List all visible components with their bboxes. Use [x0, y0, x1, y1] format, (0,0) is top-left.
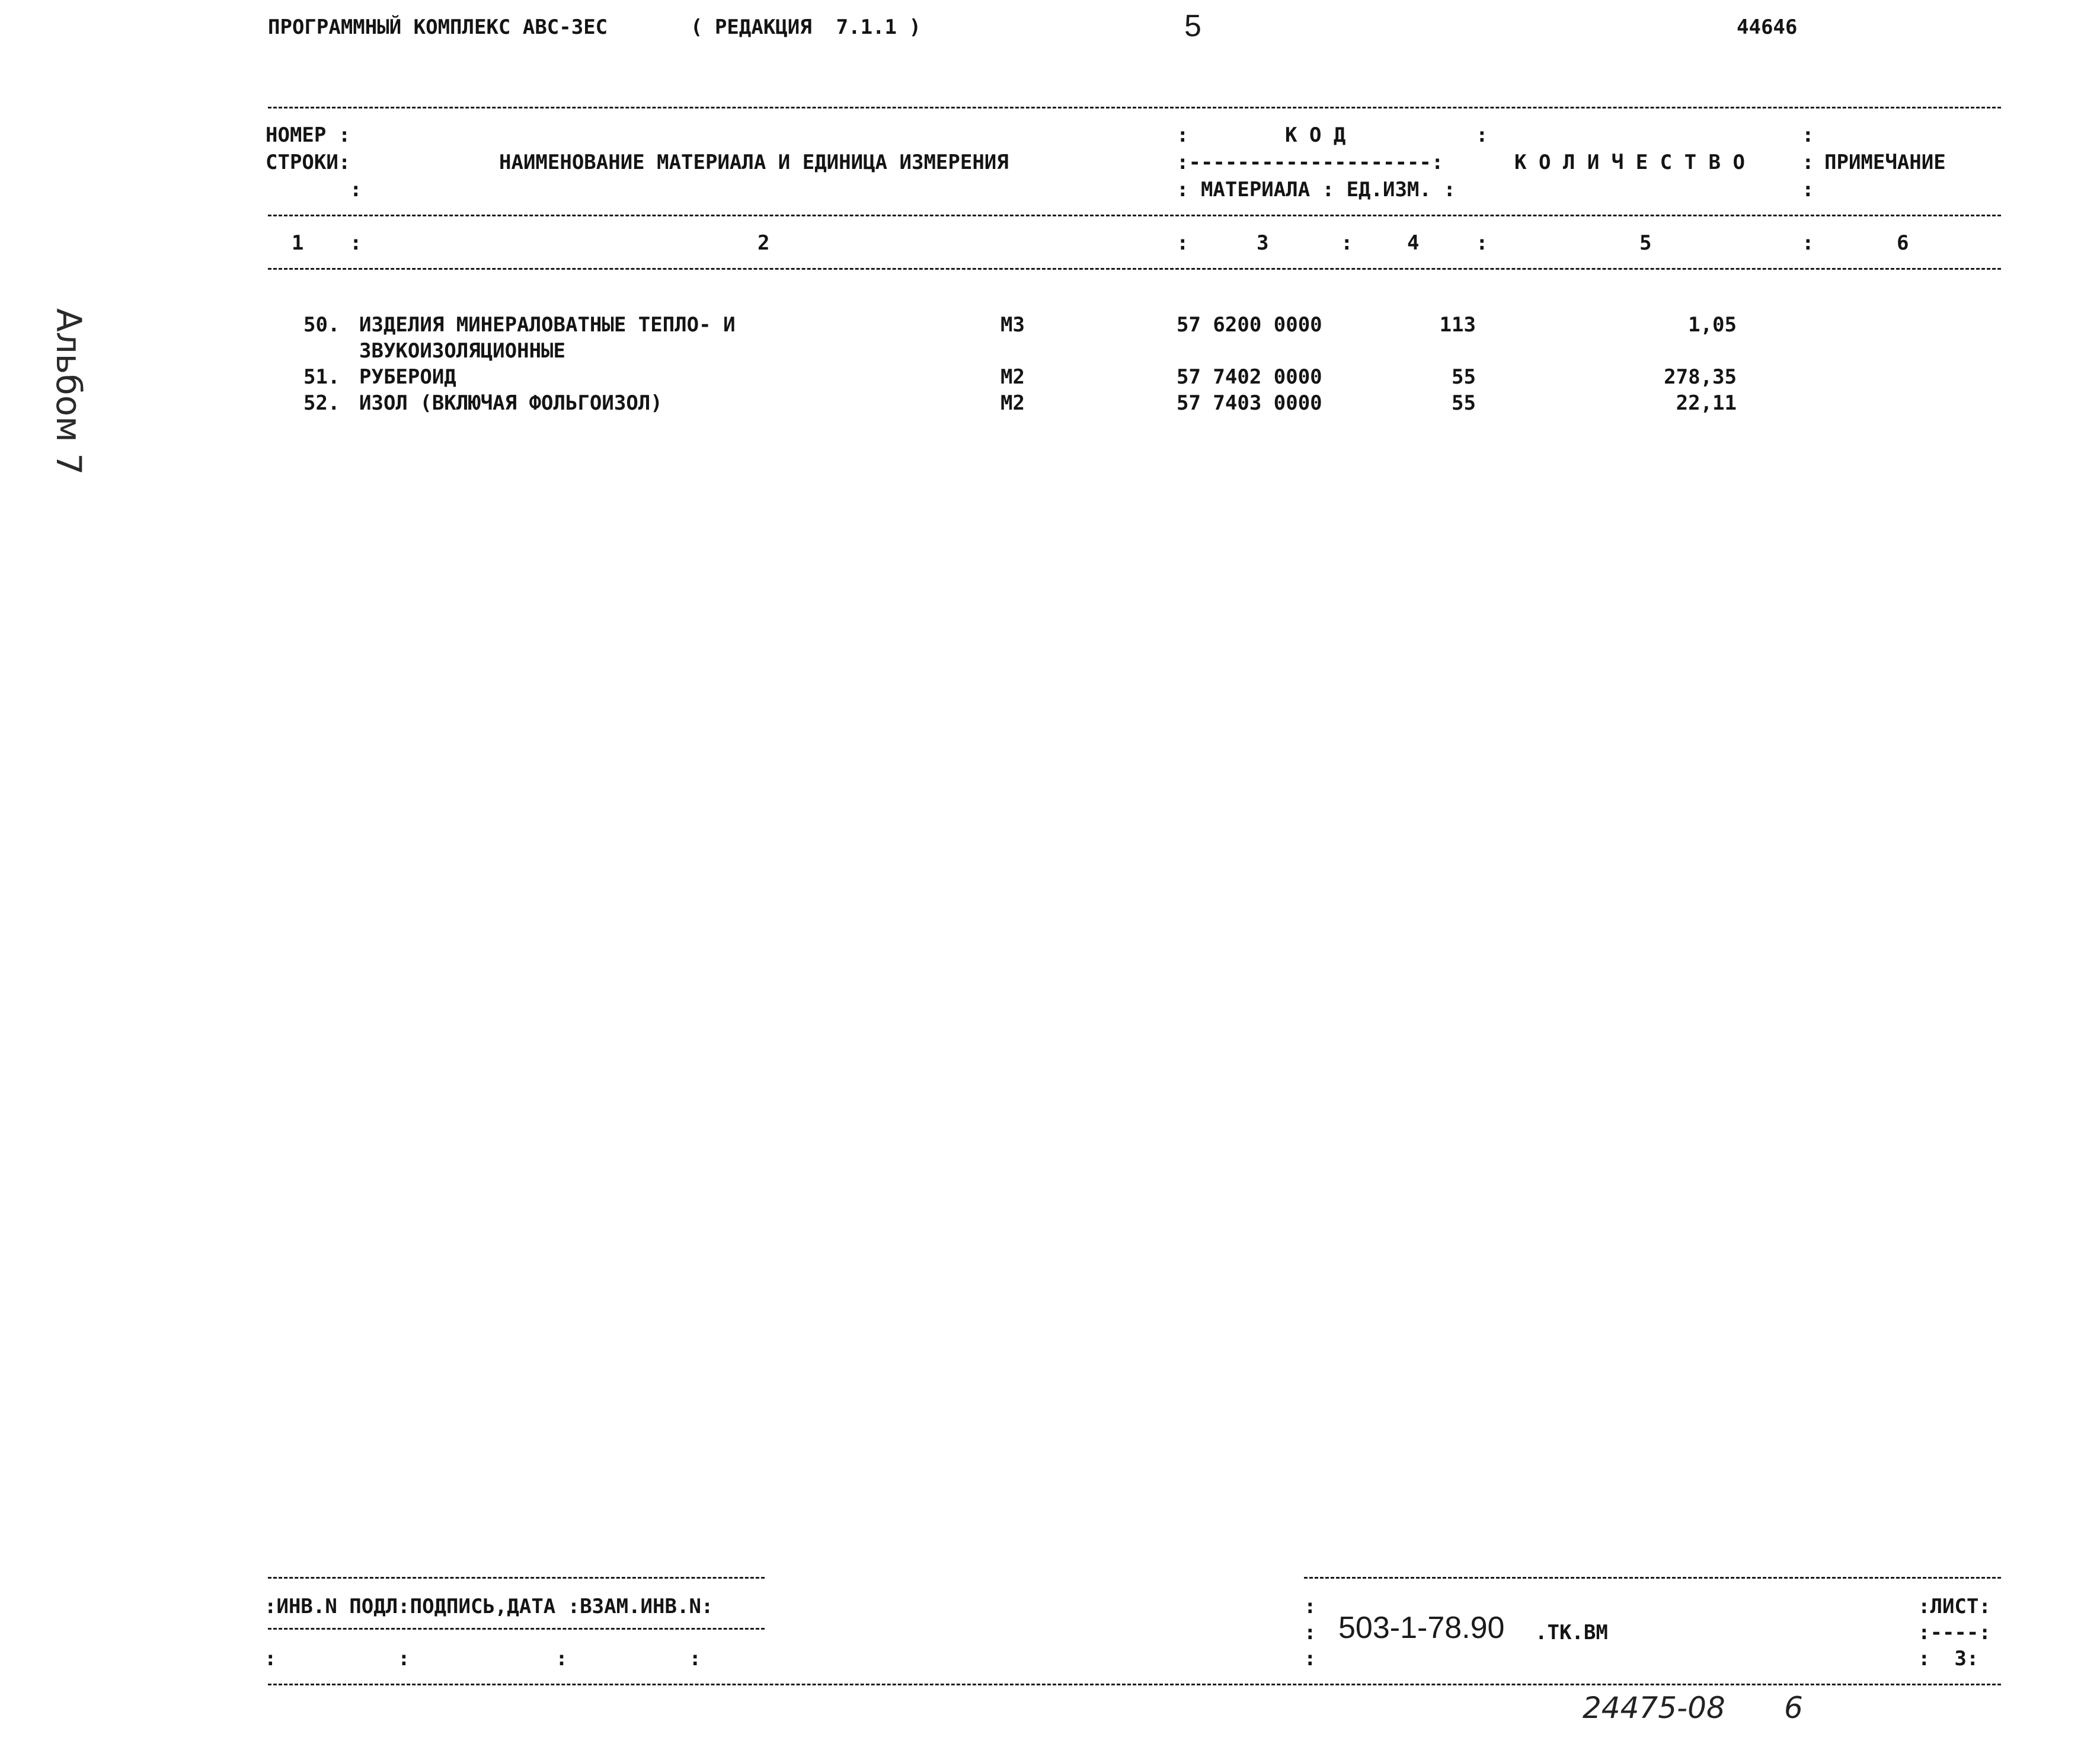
stamp-header: :ИНВ.N ПОДЛ:ПОДПИСЬ,ДАТА :ВЗАМ.ИНВ.N:	[264, 1595, 714, 1618]
archive-sheet: 6	[1784, 1691, 1803, 1725]
col-num-sep-3: :	[1341, 231, 1353, 255]
row-50-number: 50.	[303, 313, 340, 337]
col-num-sep-2: :	[1177, 231, 1189, 255]
row-51-unit: М2	[1001, 365, 1025, 389]
col-num-sep-4: :	[1476, 231, 1488, 255]
header-bottom-rule	[268, 268, 2001, 270]
sheet-divider: :----:	[1918, 1621, 1991, 1644]
col-code-colon-left: :	[1177, 123, 1189, 147]
row-51-unit-code: 55	[1452, 365, 1476, 389]
col-num-1: 1	[292, 231, 304, 255]
col-number-header-line2: СТРОКИ:	[266, 151, 351, 174]
project-designation: 503-1-78.90	[1338, 1611, 1505, 1645]
archive-number: 24475-08	[1583, 1691, 1725, 1725]
col-number-header-line3: :	[350, 178, 362, 202]
col-note-header: ПРИМЕЧАНИЕ	[1824, 151, 1946, 174]
project-designation-suffix: .ТК.ВМ	[1535, 1621, 1608, 1644]
row-52-name: ИЗОЛ (ВКЛЮЧАЯ ФОЛЬГОИЗОЛ)	[359, 391, 663, 415]
sheet-number: : 3:	[1918, 1647, 1979, 1671]
sheet-label: :ЛИСТ:	[1918, 1595, 1991, 1618]
title-block-colon-bot: :	[1304, 1647, 1316, 1671]
title-block-top-rule	[1304, 1577, 2001, 1579]
row-52-quantity: 22,11	[1676, 391, 1737, 415]
document-number: 44646	[1737, 15, 1798, 39]
page-number: 5	[1184, 9, 1201, 43]
header-mid-rule	[268, 215, 2001, 216]
col-num-2: 2	[757, 231, 770, 255]
col-number-header-line1: НОМЕР :	[266, 123, 351, 147]
col-code-header: К О Д	[1285, 123, 1346, 147]
col-num-4: 4	[1407, 231, 1420, 255]
col-quantity-header: К О Л И Ч Е С Т В О	[1514, 151, 1745, 174]
edition-label: ( РЕДАКЦИЯ 7.1.1 )	[691, 15, 921, 39]
row-50-name: ИЗДЕЛИЯ МИНЕРАЛОВАТНЫЕ ТЕПЛО- И	[359, 313, 736, 337]
stamp-mid-rule	[268, 1628, 765, 1630]
row-52-unit: М2	[1001, 391, 1025, 415]
col-num-sep-1: :	[350, 231, 362, 255]
album-side-label: Альбом 7	[49, 308, 89, 475]
col-name-header: НАИМЕНОВАНИЕ МАТЕРИАЛА И ЕДИНИЦА ИЗМЕРЕНИЯ	[499, 151, 1009, 174]
row-50-code: 57 6200 0000	[1177, 313, 1322, 337]
row-51-code: 57 7402 0000	[1177, 365, 1322, 389]
row-52-code: 57 7403 0000	[1177, 391, 1322, 415]
row-50-name-line2: ЗВУКОИЗОЛЯЦИОННЫЕ	[359, 339, 565, 363]
col-num-6: 6	[1897, 231, 1909, 255]
title-block-colon-mid: :	[1304, 1621, 1316, 1644]
row-51-number: 51.	[303, 365, 340, 389]
row-51-name: РУБЕРОИД	[359, 365, 456, 389]
row-50-unit-code: 113	[1439, 313, 1476, 337]
col-note-colon1: :	[1802, 123, 1814, 147]
col-num-5: 5	[1639, 231, 1652, 255]
stamp-cells: : : : :	[264, 1647, 701, 1671]
row-52-unit-code: 55	[1452, 391, 1476, 415]
title-block-colon-top: :	[1304, 1595, 1316, 1618]
row-52-number: 52.	[303, 391, 340, 415]
col-code-divider: :--------------------:	[1177, 151, 1444, 174]
stamp-top-rule	[268, 1577, 765, 1579]
row-51-quantity: 278,35	[1664, 365, 1737, 389]
program-title: ПРОГРАММНЫЙ КОМПЛЕКС АВС-ЗЕС	[268, 15, 608, 39]
row-50-quantity: 1,05	[1688, 313, 1737, 337]
row-50-unit: М3	[1001, 313, 1025, 337]
col-note-colon2: :	[1802, 151, 1814, 174]
col-code-subheaders: : МАТЕРИАЛА : ЕД.ИЗМ. :	[1177, 178, 1456, 202]
table-top-rule	[268, 107, 2001, 108]
col-num-sep-5: :	[1802, 231, 1814, 255]
col-note-colon3: :	[1802, 178, 1814, 202]
footer-bottom-rule	[268, 1684, 2001, 1685]
col-code-colon-right: :	[1476, 123, 1488, 147]
col-num-3: 3	[1257, 231, 1269, 255]
